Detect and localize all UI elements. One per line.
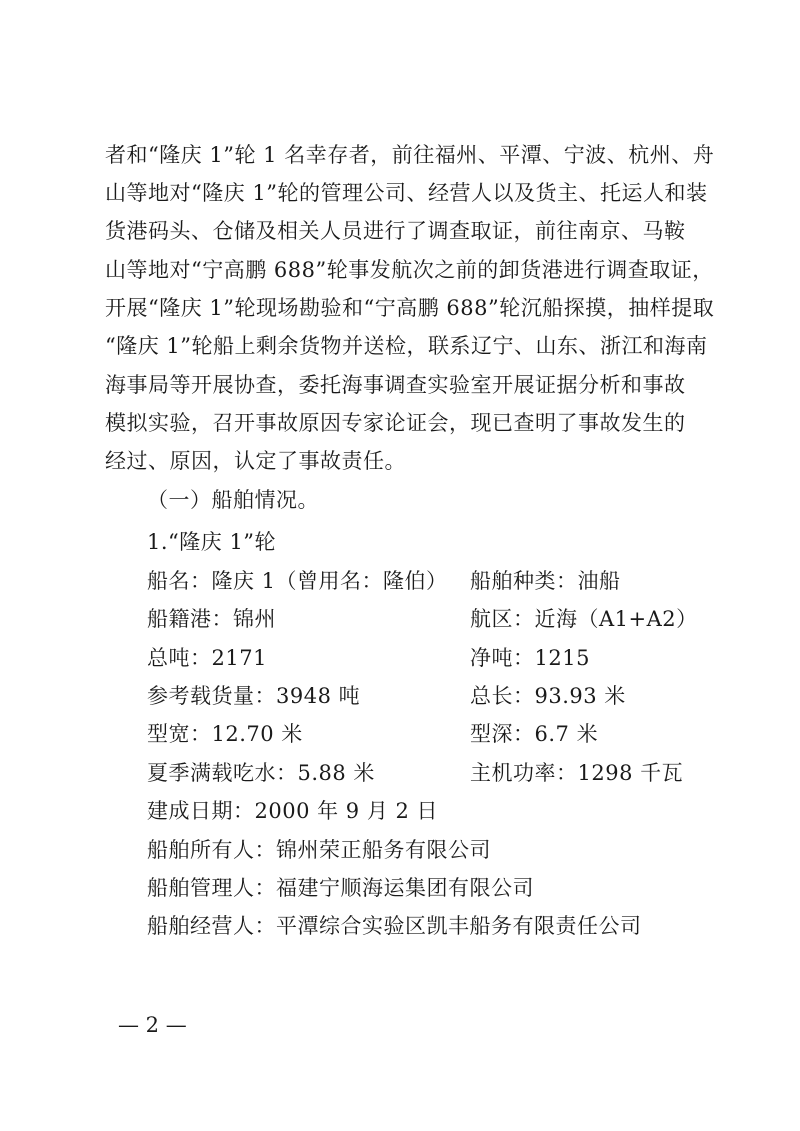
paragraph-line-1: 者和“隆庆 1”轮 1 名幸存者，前往福州、平潭、宁波、杭州、舟 xyxy=(105,143,715,167)
subsection-heading: 1.“隆庆 1”轮 xyxy=(147,530,277,554)
paragraph-line-9: 经过、原因，认定了事故责任。 xyxy=(105,449,406,473)
gross-tonnage: 总吨：2171 xyxy=(147,646,267,670)
engine-power: 主机功率：1298 千瓦 xyxy=(470,761,684,785)
ship-area: 航区：近海（A1+A2） xyxy=(470,607,698,631)
paragraph-line-7: 海事局等开展协查，委托海事调查实验室开展证据分析和事故 xyxy=(105,373,686,397)
ship-manager: 船舶管理人：福建宁顺海运集团有限公司 xyxy=(147,876,534,900)
depth: 型深：6.7 米 xyxy=(470,722,599,746)
ship-owner: 船舶所有人：锦州荣正船务有限公司 xyxy=(147,838,491,862)
ship-port: 船籍港：锦州 xyxy=(147,607,276,631)
deadweight: 参考载货量：3948 吨 xyxy=(147,684,361,708)
paragraph-line-6: “隆庆 1”轮船上剩余货物并送检，联系辽宁、山东、浙江和海南 xyxy=(105,334,708,358)
paragraph-line-4: 山等地对“宁高鹏 688”轮事发航次之前的卸货港进行调查取证， xyxy=(105,258,714,282)
net-tonnage: 净吨：1215 xyxy=(470,646,590,670)
paragraph-line-5: 开展“隆庆 1”轮现场勘验和“宁高鹏 688”轮沉船探摸，抽样提取 xyxy=(105,296,715,320)
summer-draft: 夏季满载吃水：5.88 米 xyxy=(147,761,375,785)
paragraph-line-3: 货港码头、仓储及相关人员进行了调查取证，前往南京、马鞍 xyxy=(105,219,686,243)
page-number: — 2 — xyxy=(118,1013,187,1037)
ship-operator: 船舶经营人：平潭综合实验区凯丰船务有限责任公司 xyxy=(147,914,642,938)
paragraph-line-2: 山等地对“隆庆 1”轮的管理公司、经营人以及货主、托运人和装 xyxy=(105,181,708,205)
breadth: 型宽：12.70 米 xyxy=(147,722,303,746)
ship-type: 船舶种类：油船 xyxy=(470,569,621,593)
build-date: 建成日期：2000 年 9 月 2 日 xyxy=(147,799,439,823)
section-heading: （一）船舶情况。 xyxy=(147,488,319,512)
length: 总长：93.93 米 xyxy=(470,684,626,708)
paragraph-line-8: 模拟实验，召开事故原因专家论证会，现已查明了事故发生的 xyxy=(105,411,686,435)
ship-name: 船名：隆庆 1（曾用名：隆伯） xyxy=(147,569,448,593)
